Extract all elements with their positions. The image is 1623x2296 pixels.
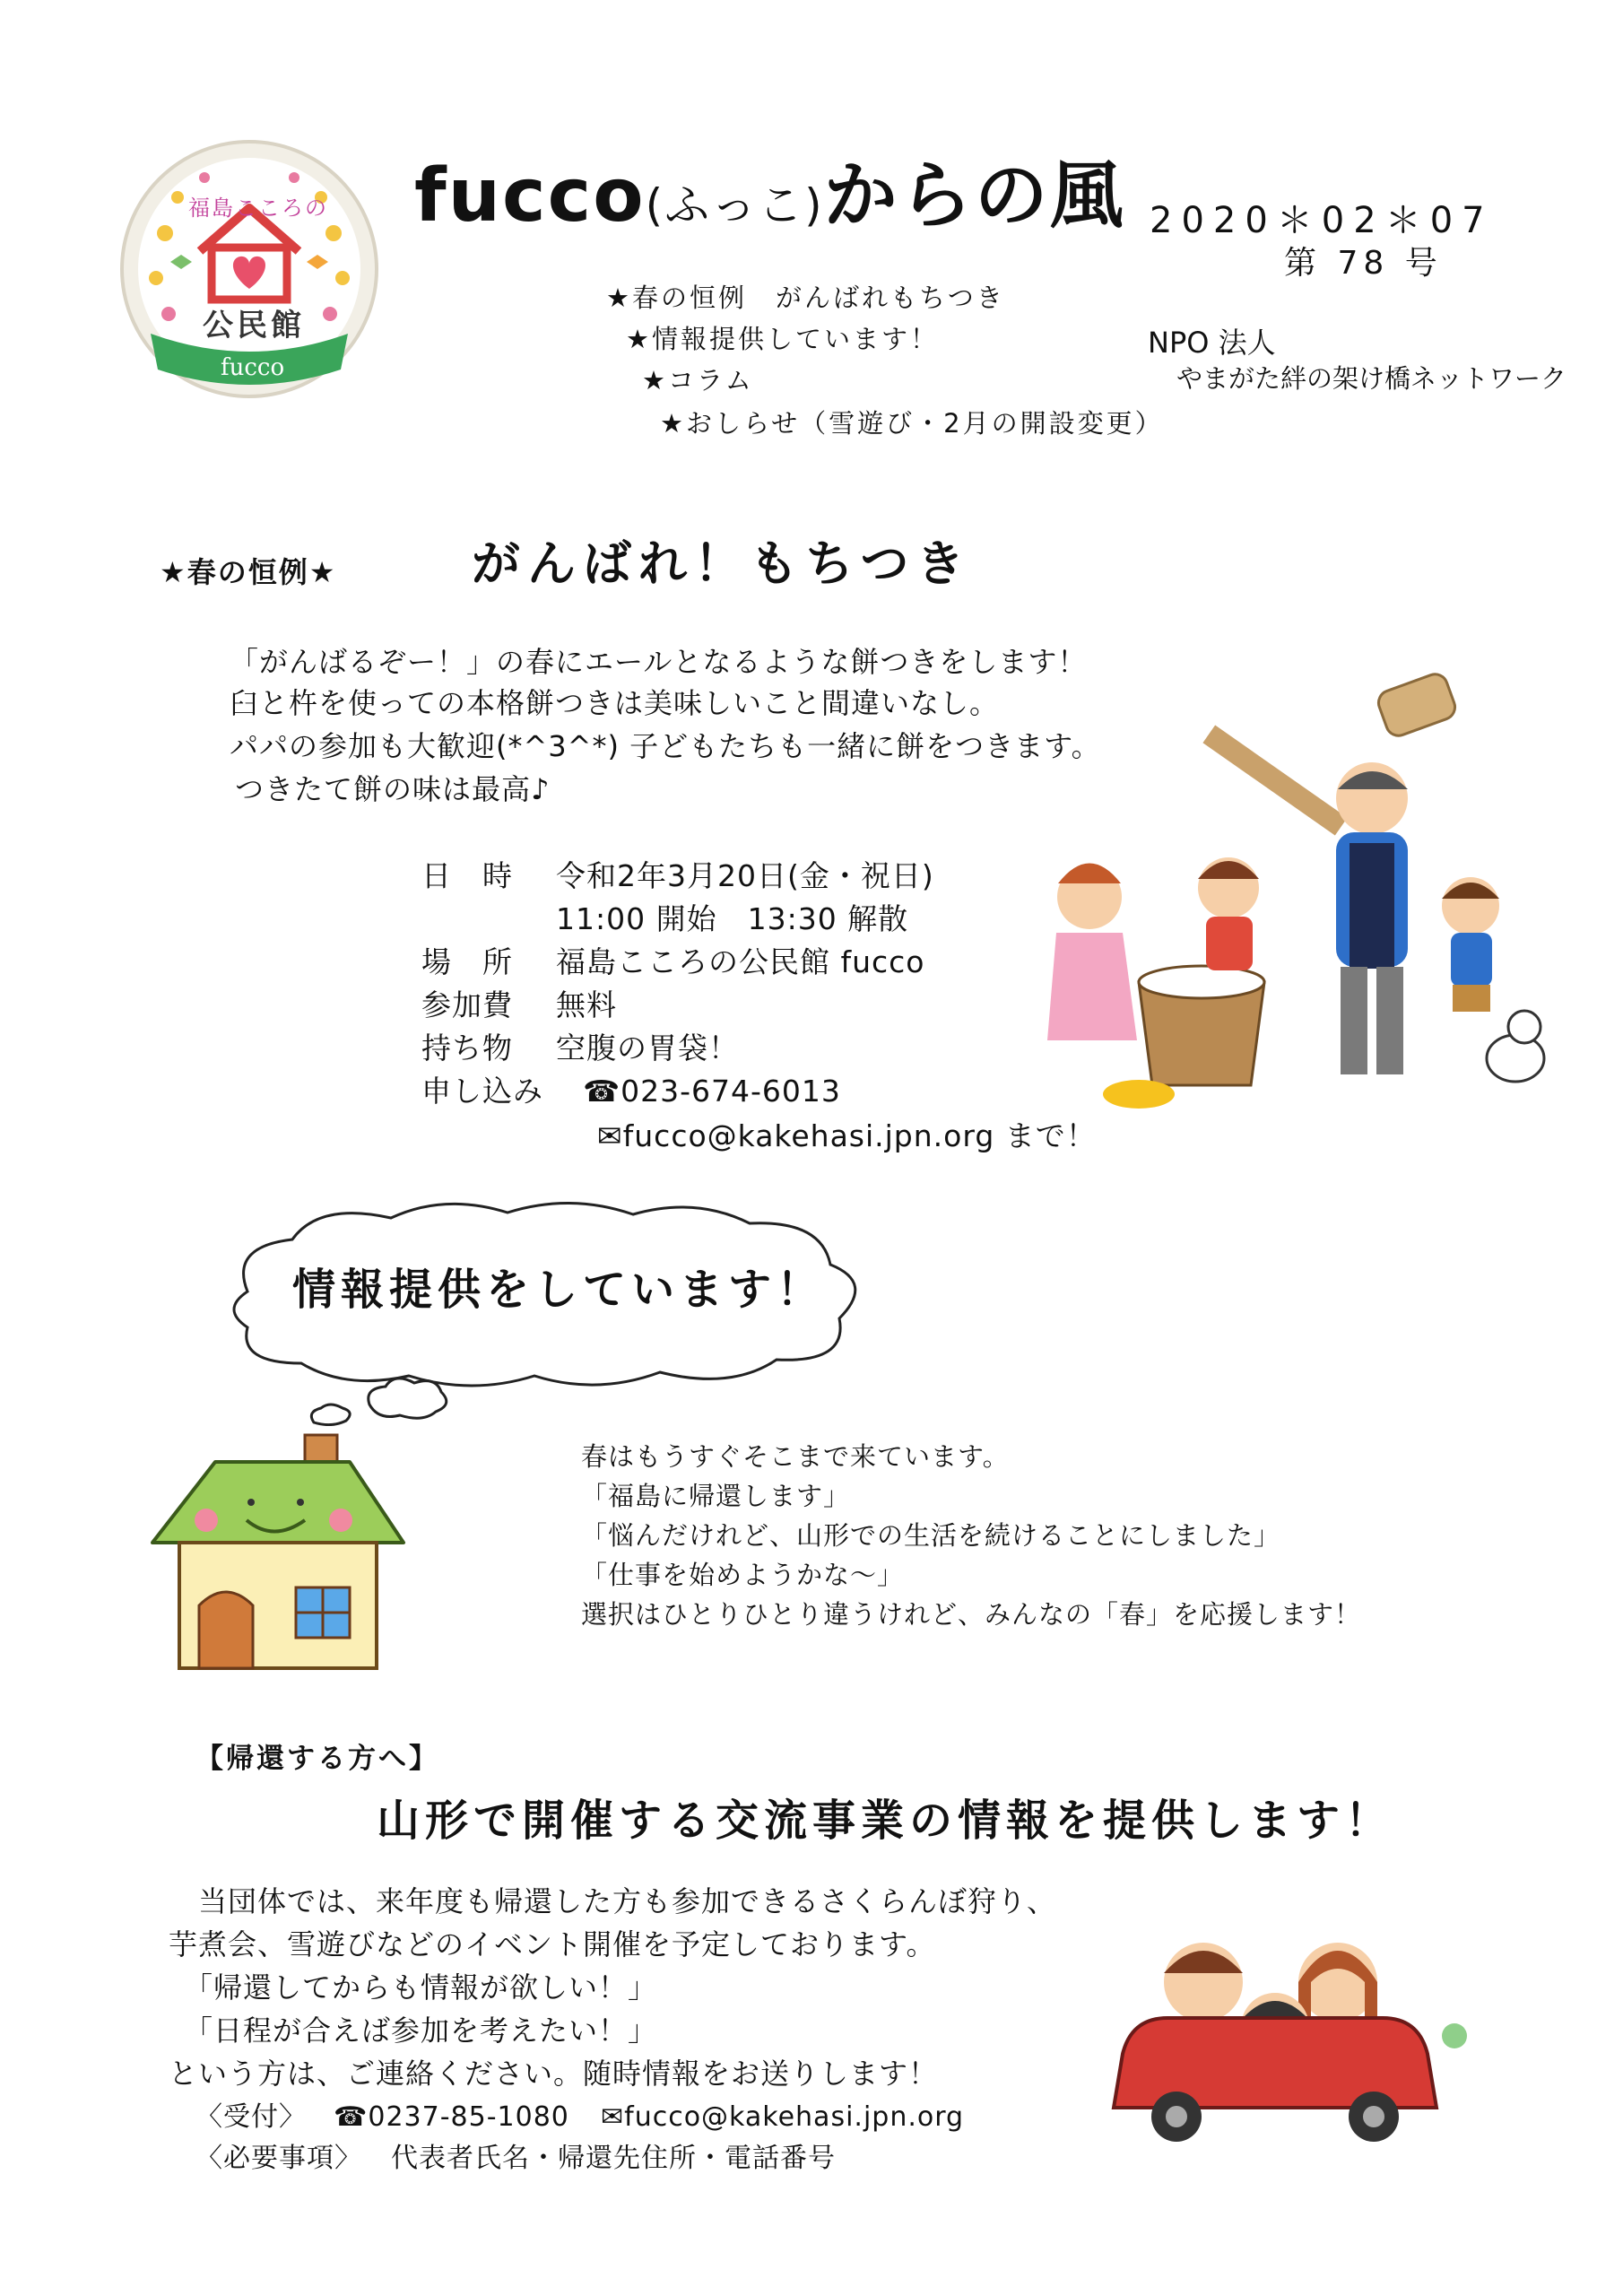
toc-item: ★おしらせ（雪遊び・2月の開設変更） [660,408,1164,439]
mochi-body-line: 「がんばるぞー！」の春にエールとなるような餅つきをします！ [230,645,1088,679]
place-label: 場 所 [421,944,513,979]
required-value: 代表者氏名・帰還先住所・電話番号 [391,2143,836,2174]
mochi-pounding-family-illustration [1031,664,1551,1130]
return-body-line: 芋煮会、雪遊びなどのイベント開催を予定しております。 [169,1927,936,1961]
datetime-label: 日 時 [421,858,513,893]
reception-label: 〈受付〉 [195,2101,307,2133]
issue-date: 2020＊02＊07 [1150,200,1494,241]
logo [115,135,384,404]
logo-top-text: 福島こころの [188,196,328,221]
return-body-line: 当団体では、来年度も帰還した方も参加できるさくらんぼ狩り、 [169,1884,1057,1918]
section-heading: がんばれ！もちつき [472,535,972,592]
datetime-value: 令和2年3月20日(金・祝日) [556,858,934,893]
apply-email: ✉fucco@kakehasi.jpn.org まで！ [597,1118,1097,1153]
return-heading: 山形で開催する交流事業の情報を提供します！ [377,1796,1394,1846]
place-value: 福島こころの公民館 fucco [556,944,925,979]
info-para-line: 「仕事を始めようかな～」 [581,1560,905,1590]
org-name: やまがた絆の架け橋ネットワーク [1176,363,1567,394]
smiling-house-illustration [143,1426,412,1677]
return-label: 【帰還する方へ】 [195,1743,439,1775]
issue-number: 第 78 号 [1284,245,1443,282]
fee-value: 無料 [556,987,617,1022]
required-label: 〈必要事項〉 [195,2143,362,2174]
mochi-body-line: 臼と杵を使っての本格餅つきは美味しいこと間違いなし。 [230,686,1000,720]
apply-label: 申し込み [421,1074,543,1109]
section-label: ★春の恒例★ [160,555,337,589]
toc-item: ★情報提供しています！ [626,324,939,354]
info-para-line: 「悩んだけれど、山形での生活を続けることにしました」 [581,1520,1281,1551]
toc-item: ★コラム [642,365,754,396]
toc-item: ★春の恒例 がんばれもちつき [606,283,1005,313]
apply-phone: ☎023-674-6013 [583,1074,841,1109]
return-body-line: 「日程が合えば参加を考えたい！」 [169,2013,658,2048]
return-body-line: という方は、ご連絡ください。随時情報をお送りします！ [169,2057,939,2091]
mochi-body-line: パパの参加も大歓迎(*^3^*) 子どもたちも一緒に餅をつきます。 [230,729,1101,763]
bring-value: 空腹の胃袋！ [556,1031,739,1065]
reception-email: ✉fucco@kakehasi.jpn.org [601,2101,965,2133]
title-main: fucco [414,153,646,239]
return-body-line: 「帰還してからも情報が欲しい！」 [169,1970,658,2005]
info-para-line: 選択はひとりひとり違うけれど、みんなの「春」を応援します！ [581,1599,1362,1630]
logo-ribbon-text: fucco [221,354,285,381]
fee-label: 参加費 [421,987,513,1022]
mochi-body-line: つきたて餅の味は最高♪ [235,772,551,806]
time-value: 11:00 開始 13:30 解散 [556,901,909,936]
bubble-heading: 情報提供をしています！ [292,1265,826,1315]
newsletter-title [414,153,1125,239]
org-type: NPO 法人 [1148,326,1276,360]
title-rest: からの風 [823,153,1125,239]
title-paren: (ふっこ) [645,179,824,231]
bring-label: 持ち物 [421,1031,513,1065]
family-in-red-car-illustration [1096,1901,1472,2161]
reception-phone: ☎0237-85-1080 [334,2101,569,2133]
logo-main-text: 公民館 [203,308,305,344]
info-para-line: 「福島に帰還します」 [581,1481,851,1511]
info-para-line: 春はもうすぐそこまで来ています。 [581,1441,1010,1472]
